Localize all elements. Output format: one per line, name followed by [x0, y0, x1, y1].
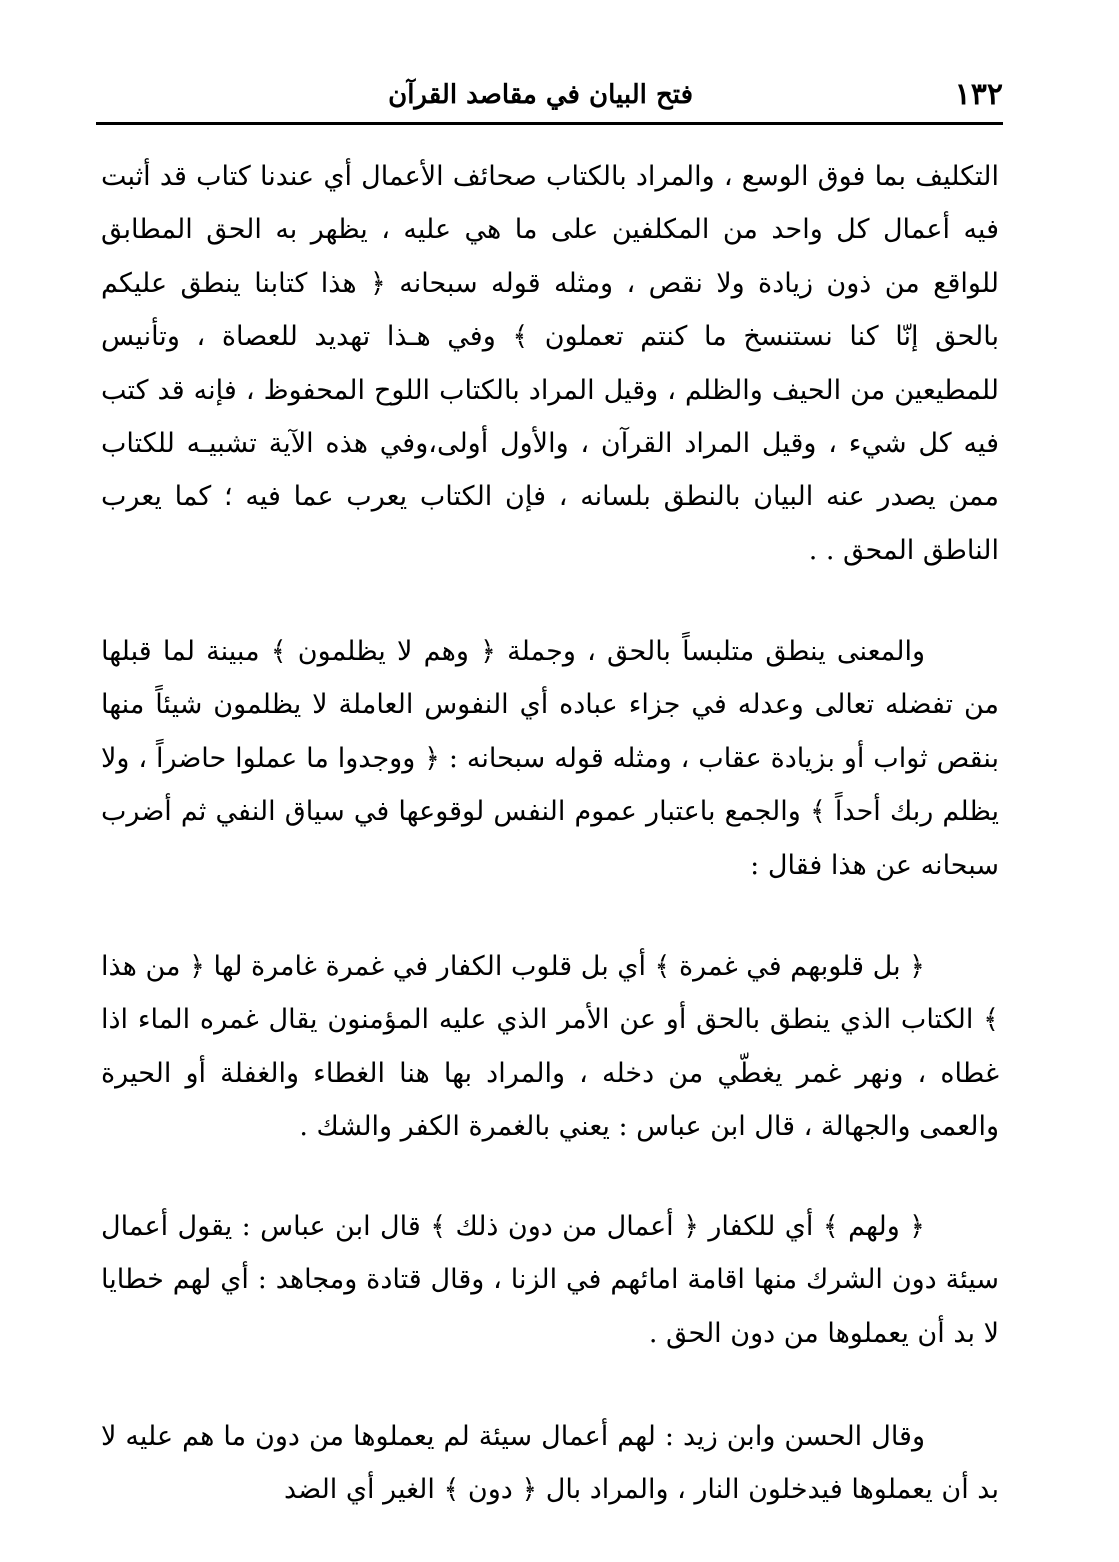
- running-title: فتح البيان في مقاصد القرآن: [388, 80, 693, 110]
- paragraph-1: التكليف بما فوق الوسع ، والمراد بالكتاب صحائف الأعمال أي عندنا كتاب قد أثبت فيه أعمال كل واحد من المكلفين على ما هي عليه ، يظهر به الحق المطابق للواقع من ذون زيادة ولا نقص ، ومثله قوله سبحانه ﴿ هذا كتابنا ينطق عليكم بالحق إنّا كنا نستنسخ ما كنتم تعملون ﴾ وفي هـذا تهديد للعصاة ، وتأنيس للمطيعين من الحيف والظلم ، وقيل المراد بالكتاب اللوح المحفوظ ، فإنه قد كتب فيه كل شيء ، وقيل المراد القرآن ، والأول أولى،وفي هذه الآية تشبيـه للكتاب ممن يصدر عنه البيان بالنطق بلسانه ، فإن الكتاب يعرب عما فيه ؛ كما يعرب الناطق المحق . .: [101, 161, 999, 566]
- paragraph-2: والمعنى ينطق متلبساً بالحق ، وجملة ﴿ وهم لا يظلمون ﴾ مبينة لما قبلها من تفضله تعالى وعدله في جزاء عباده أي النفوس العاملة لا يظلمون شيئاً منها بنقص ثواب أو بزيادة عقاب ، ومثله قوله سبحانه : ﴿ ووجدوا ما عملوا حاضراً ، ولا يظلم ربك أحداً ﴾ والجمع باعتبار عموم النفس لوقوعها في سياق النفي ثم أضرب سبحانه عن هذا فقال :: [101, 636, 999, 881]
- header-rule: [96, 122, 1003, 125]
- page-number: ١٣٢: [954, 77, 1003, 112]
- paragraph-5: وقال الحسن وابن زيد : لهم أعمال سيئة لم يعملوها من دون ما هم عليه لا بد أن يعملوها فيدخلون النار ، والمراد بال ﴿ دون ﴾ الغير أي الضد: [101, 1421, 999, 1506]
- paragraph-3: ﴿ بل قلوبهم في غمرة ﴾ أي بل قلوب الكفار في غمرة غامرة لها ﴿ من هذا ﴾ الكتاب الذي ينطق بالحق أو عن الأمر الذي عليه المؤمنون يقال غمره الماء اذا غطاه ، ونهر غمر يغطّي من دخله ، والمراد بها هنا الغطاء والغفلة أو الحيرة والعمى والجهالة ، قال ابن عباس : يعني بالغمرة الكفر والشك .: [101, 951, 999, 1143]
- paragraph-4: ﴿ ولهم ﴾ أي للكفار ﴿ أعمال من دون ذلك ﴾ قال ابن عباس : يقول أعمال سيئة دون الشرك منها اقامة امائهم في الزنا ، وقال قتادة ومجاهد : أي لهم خطايا لا بد أن يعملوها من دون الحق .: [101, 1211, 999, 1349]
- page-header: [96, 68, 1003, 122]
